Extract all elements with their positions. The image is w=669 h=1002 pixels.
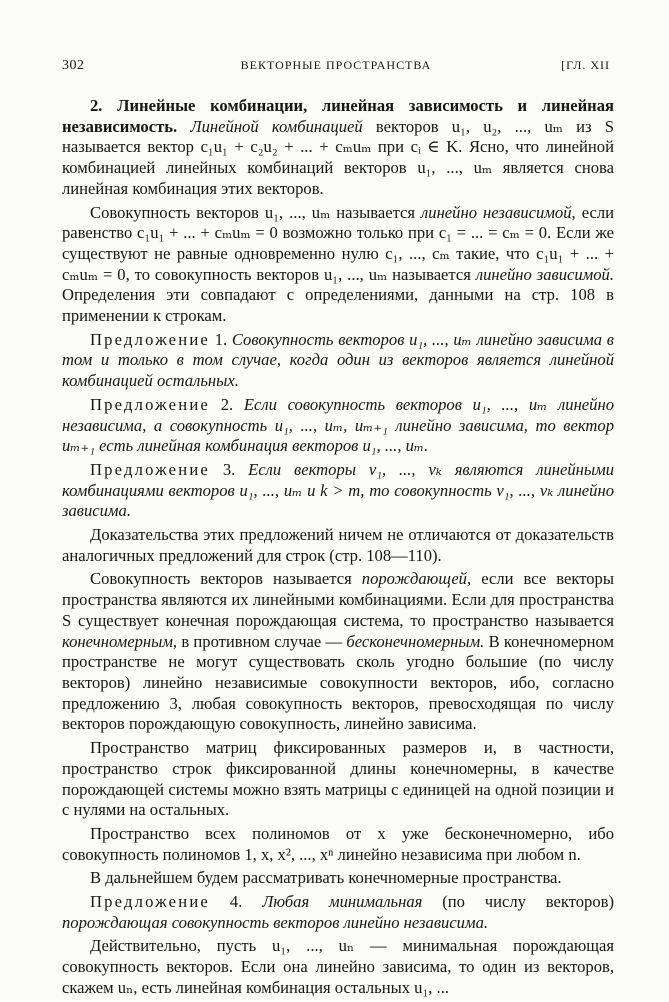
- paragraph: [62, 569, 614, 735]
- italic-text: линейно зависимой.: [475, 264, 614, 284]
- paragraph: [62, 824, 614, 865]
- text-segment: (по числу векторов): [422, 892, 614, 912]
- section-title: 2. Линейные комбинации, линейная зависимость и линейная независимость.: [62, 96, 614, 136]
- paragraph: [62, 738, 614, 821]
- paragraph: [62, 395, 614, 457]
- text-segment: Определения эти совпадают с определениями, данными на стр. 108 в применении к строкам.: [62, 285, 614, 326]
- paragraph: [62, 203, 614, 327]
- text-segment: [177, 117, 190, 136]
- page-number: 302: [62, 58, 85, 73]
- text-segment: Совокупность векторов называется: [90, 569, 362, 589]
- text-segment: если все векторы пространства являются их линейными комбинациями. Если для пространства S существует конечная порождающая система, то пространство называется: [62, 569, 614, 630]
- proposition-label: Предложение: [90, 394, 210, 414]
- italic-text: Линейной комбинацией: [190, 116, 363, 136]
- text-segment: 1.: [209, 329, 232, 349]
- paragraph: [62, 525, 614, 566]
- text-segment: 3.: [209, 459, 249, 479]
- italic-text: порождающей,: [361, 569, 472, 589]
- section-heading-paragraph: [62, 96, 614, 200]
- italic-text: Если совокупность векторов u₁, ..., uₘ линейно независима, а совокупность u₁, ..., uₘ, uₘ₊₁ линейно зависима, то вектор uₘ₊₁ есть линейная комбинация векторов u₁, ..., uₘ.: [62, 394, 614, 456]
- text-segment: векторов u₁, u₂, ..., uₘ из S называется вектор c₁u₁ + c₂u₂ + ... + cₘuₘ при cᵢ ∈ K. Ясно, что линейной комбинацией линейных комбинаций векторов u₁, ..., uₘ является снова линейная комбинация этих векторов.: [62, 116, 615, 198]
- italic-text: линейно независимой,: [421, 202, 576, 222]
- italic-text: порождающая совокупность векторов линейно независима.: [62, 912, 489, 932]
- paragraph: [62, 892, 614, 933]
- text-segment: 4.: [209, 892, 263, 912]
- paragraph: [62, 330, 614, 392]
- text-segment: 2.: [209, 394, 244, 414]
- running-header: [62, 58, 610, 78]
- text-segment: Доказательства этих предложений ничем не отличаются от доказательств аналогичных предложений для строк (стр. 108—110).: [62, 525, 614, 565]
- italic-text: Если векторы v₁, ..., vₖ являются линейными комбинациями векторов u₁, ..., uₘ и k > m, то совокупность v₁, ..., vₖ линейно зависима.: [62, 459, 614, 521]
- paragraph: [62, 460, 614, 522]
- text-segment: Пространство матриц фиксированных размеров и, в частности, пространство строк фиксированной длины конечномерны, в качестве порождающей системы можно взять матрицы с единицей на одной позиции и с нулями на остальных.: [62, 738, 614, 820]
- italic-text: Любая минимальная: [262, 892, 423, 912]
- text-segment: Совокупность векторов u₁, ..., uₘ называется: [90, 202, 422, 222]
- text-segment: в противном случае —: [177, 631, 347, 651]
- text-segment: Действительно, пусть u₁, ..., uₙ — минимальная порождающая совокупность векторов. Если она линейно зависима, то один из векторов, скажем uₙ, есть линейная комбинация остальных u₁, ...: [62, 936, 614, 997]
- paragraph: [62, 868, 614, 889]
- text-segment: если равенство c₁u₁ + ... + cₘuₘ = 0 возможно только при c₁ = ... = cₘ = 0. Если же существуют не равные одновременно нулю c₁, ..., cₘ такие, что c₁u₁ + ... + cₘuₘ = 0, то совокупность векторов u₁, ..., uₘ называется: [62, 202, 614, 284]
- proposition-label: Предложение: [90, 892, 210, 912]
- proposition-label: Предложение: [90, 329, 210, 349]
- running-title: ВЕКТОРНЫЕ ПРОСТРАНСТВА: [240, 58, 432, 72]
- italic-text: конечномерным,: [62, 631, 178, 651]
- body-text: [62, 96, 614, 1002]
- italic-text: Совокупность векторов u₁, ..., uₘ линейно зависима в том и только в том случае, когда один из векторов является линейной комбинацией остальных.: [62, 329, 614, 391]
- proposition-label: Предложение: [90, 459, 210, 479]
- italic-text: бесконечномерным.: [346, 631, 485, 651]
- text-segment: Пространство всех полиномов от x уже бесконечномерно, ибо совокупность полиномов 1, x, x², ..., xⁿ линейно независима при любом n.: [62, 823, 614, 864]
- text-segment: В конечномерном пространстве не могут существовать сколь угодно большие (по числу векторов) линейно независимые совокупности векторов, ибо, согласно предложению 3, любая совокупность векторов, превосходящая по числу векторов порождающую совокупность, линейно зависима.: [62, 631, 614, 734]
- text-segment: В дальнейшем будем рассматривать конечномерные пространства.: [90, 868, 562, 888]
- chapter-label: [ГЛ. XII: [561, 58, 610, 72]
- paragraph: [62, 936, 614, 998]
